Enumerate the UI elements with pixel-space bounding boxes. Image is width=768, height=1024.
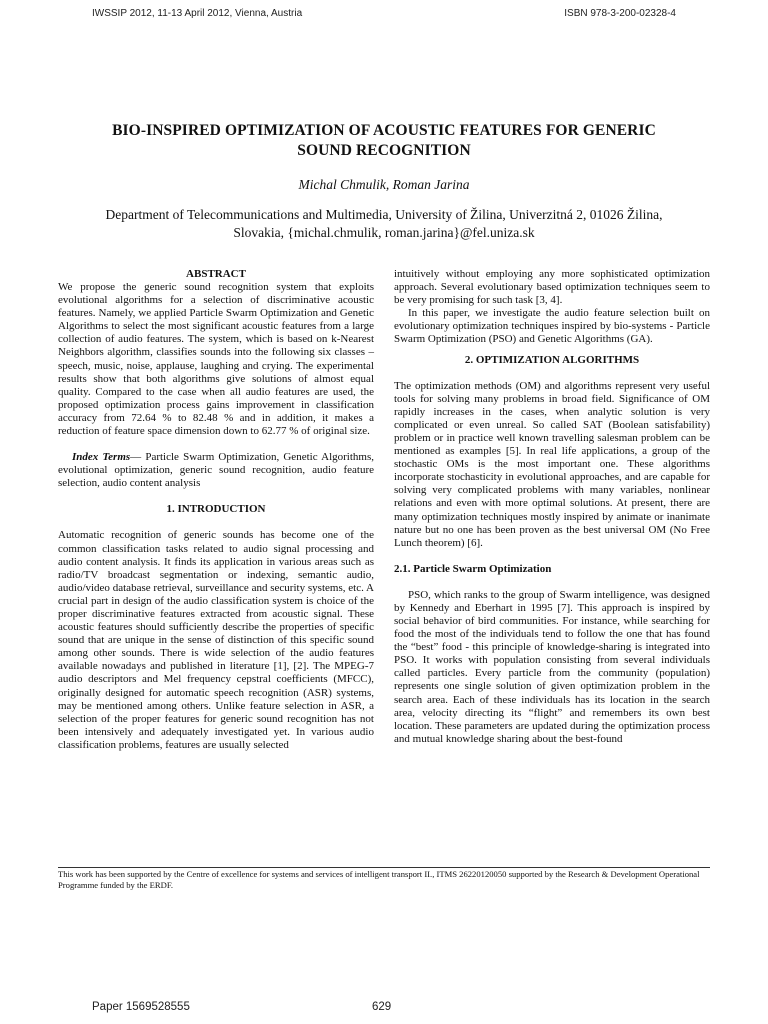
left-column [58,268,374,752]
conference-header: IWSSIP 2012, 11-13 April 2012, Vienna, Austria [92,8,303,19]
introduction-continued: intuitively without employing any more sophisticated optimization approach. Several evolutionary based optimization techniques seem to be very promising for such task [3, 4]. [394,268,710,307]
section-2-text: The optimization methods (OM) and algorithms represent very useful tools for solving many problems in broad field. Significance of OM rapidly increases in the cases, when analytic solution is very complicated or even unreal. So called SAT (Boolean satisfability) problem or in practice well known travelling salesman problem can be mentioned as examples [5]. In real life applications, a group of the stochastic OMs is the most important one. These algorithms incorporate stochasticity in evolutional approaches, and are capable for solving very complicated problems with many variables, nonlinear relations and even with more optimal solutions. At present, there are many optimization techniques mostly inspired by animate or inanimate nature but no one has been proven as the best universal OM (No Free Lunch theorem) [6]. [394,379,710,549]
footnote: This work has been supported by the Centre of excellence for systems and services of intelligent transport II., ITMS 26220120050 supported by the Research & Development Operational Programme funded by the ERDF. [58,869,700,890]
authors: Michal Chmulik, Roman Jarina [298,177,470,192]
affiliation [50,206,718,242]
paper-id: Paper 1569528555 [92,1001,190,1013]
abstract-heading: ABSTRACT [186,268,246,280]
paper-title [40,121,728,161]
abstract-text: We propose the generic sound recognition system that exploits evolutional algorithms for a selection of discriminative acoustic features. Namely, we applied Particle Swarm Optimization and Genetic Algorithms to select the most significant acoustic features from a large collection of audio features. The system, which is based on k-Nearest Neighbors algorithm, classifies sounds into the following six classes – speech, music, noise, applause, laughing and crying. The experimental results show that both algorithms give solutions of almost equal quality. Compared to the case when all audio features are used, the proposed optimization process gains improvement in classification accuracy from 72.64 % to 82.48 % and in addition, it makes a reduction of feature space dimension down to 62.77 % of original size. [58,281,374,438]
affiliation-line-1: Department of Telecommunications and Multimedia, University of Žilina, Univerzitná 2, 01026 Žilina, [105,207,663,222]
subsection-2-1-heading: 2.1. Particle Swarm Optimization [394,562,552,575]
page-number: 629 [372,1001,392,1013]
paper-title-line-2: SOUND RECOGNITION [297,142,471,159]
paper-title-line-1: BIO-INSPIRED OPTIMIZATION OF ACOUSTIC FEATURES FOR GENERIC [112,122,656,139]
footnote-divider [58,867,710,868]
isbn-header: ISBN 978-3-200-02328-4 [564,8,676,19]
section-2-heading: 2. OPTIMIZATION ALGORITHMS [464,353,640,366]
introduction-text: Automatic recognition of generic sounds has become one of the common classification tasks related to audio signal processing and audio content analysis. It finds its application in various areas such as radio/TV broadcast segmentation or indexing, semantic audio, audio/video database retrieval, surveillance and security systems, etc. A crucial part in design of the audio classification system is choice of the proper discriminative features extracted from acoustic signal. These acoustic features should sufficiently describe the properties of specific sound that are unique in the sense of distinction of this specific sound among other sounds. There is wide selection of the audio features available nowadays and published in literature [1], [2]. The MPEG-7 audio descriptors and Mel frequency cepstral coefficients (MFCC), originally designed for automatic speech recognition (ASR) systems, may be mentioned among others. Unlike feature selection in ASR, a selection of the proper features for generic sound recognition has not been intensively and adequately investigated yet. In various audio classification problems, features are usually selected [58,529,374,751]
subsection-2-1-text: PSO, which ranks to the group of Swarm intelligence, was designed by Kennedy and Eberhart in 1995 [7]. This approach is inspired by social behavior of bird communities. For instance, while searching for food the most of the individuals tend to follow the one that has found the “best” food - this principle of knowledge-sharing is integrated into PSO. It works with population consisting from several individuals called particles. Every particle from the community (population) represents one single solution of given optimization problem in the search area. Each of these individuals has its location in the search area, velocity directing its “flight” and remembers its own best location. These parameters are updated during the optimization process and mutual knowledge sharing about the best-found [394,588,710,745]
index-terms-label: Index Terms [72,451,131,464]
introduction-heading: 1. INTRODUCTION [166,503,266,516]
affiliation-line-2: Slovakia, {michal.chmulik, roman.jarina}@fel.uniza.sk [233,225,535,240]
index-terms-text: — Particle Swarm Optimization, Genetic Algorithms, evolutional optimization, generic sound recognition, audio feature selection, audio content analysis [58,451,374,490]
right-column [394,268,710,746]
index-terms [58,451,374,490]
introduction-para-2: In this paper, we investigate the audio feature selection built on evolutionary optimization techniques inspired by bio-systems - Particle Swarm Optimization (PSO) and Genetic Algorithms (GA). [394,307,710,346]
